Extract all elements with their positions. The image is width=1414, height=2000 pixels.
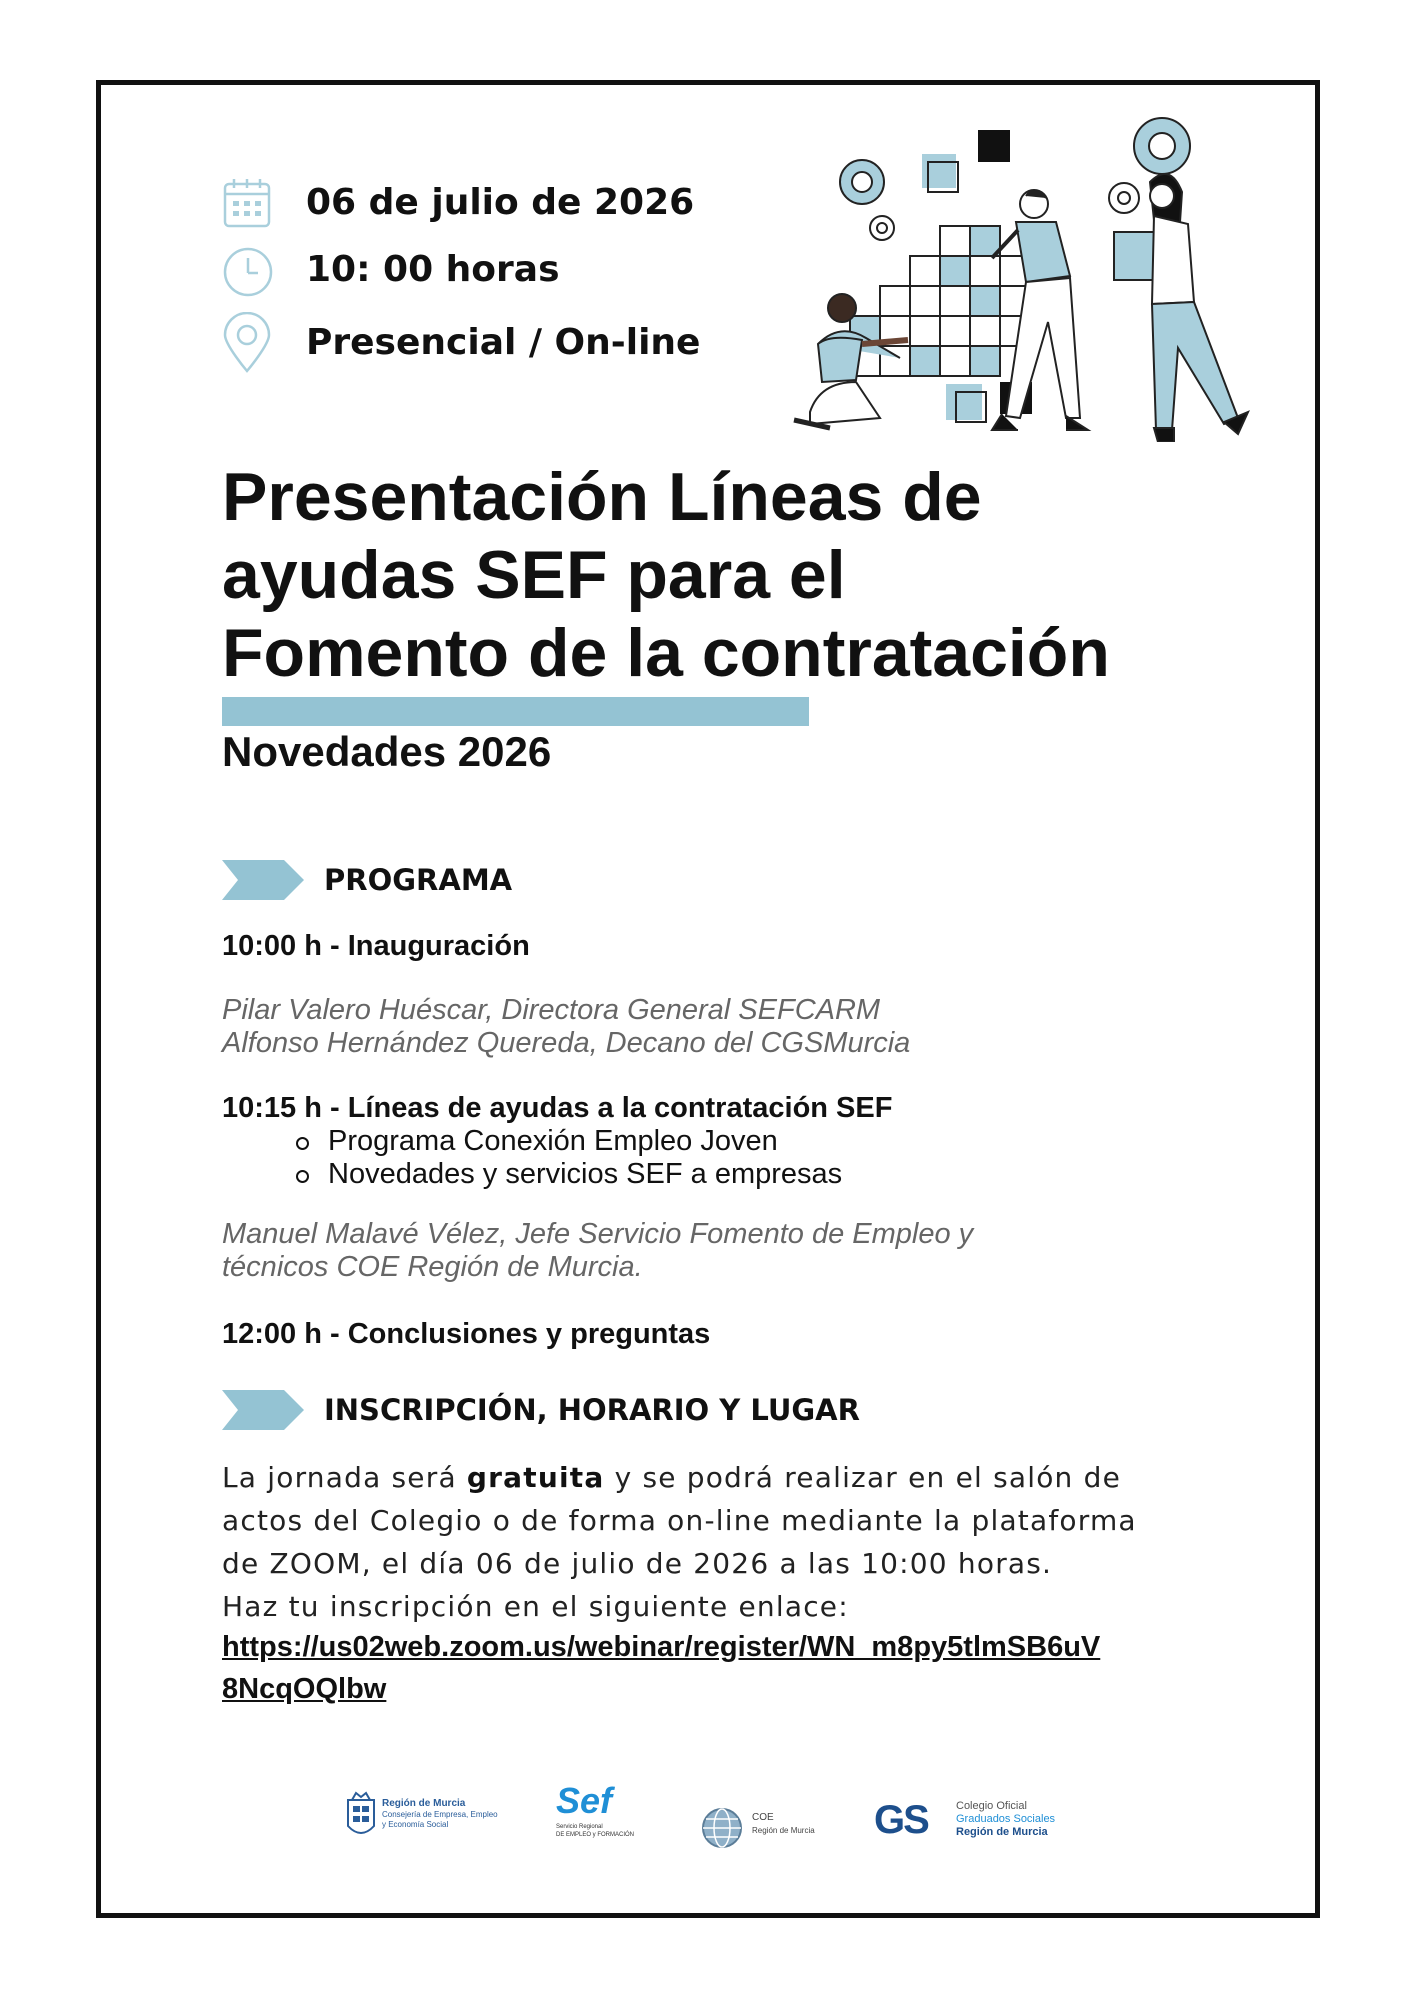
title-line: ayudas SEF para el (222, 537, 846, 613)
logo-text: Región de Murcia (956, 1826, 1048, 1838)
logo-text: COE (752, 1812, 774, 1823)
coat-of-arms-icon (344, 1790, 378, 1844)
list-item-text: Programa Conexión Empleo Joven (328, 1125, 778, 1157)
speaker-line: técnicos COE Región de Murcia. (222, 1251, 643, 1283)
section-arrow-icon (222, 1390, 306, 1430)
logo-text: Consejería de Empresa, Empleo (382, 1810, 498, 1819)
program-speakers (222, 1218, 973, 1284)
globe-icon (700, 1806, 744, 1850)
logo-text: Región de Murcia (382, 1798, 466, 1809)
logo-text: DE EMPLEO y FORMACIÓN (556, 1832, 635, 1838)
programa-heading: PROGRAMA (324, 863, 513, 897)
logo-text: y Economía Social (382, 1820, 449, 1829)
calendar-icon (222, 176, 272, 230)
program-item-title: 12:00 h - Conclusiones y preguntas (222, 1318, 711, 1350)
logo-text: Graduados Sociales (956, 1813, 1056, 1825)
program-item-title: 10:00 h - Inauguración (222, 930, 530, 962)
link-text[interactable]: https://us02web.zoom.us/webinar/register/WN_m8py5tlmSB6uV (222, 1631, 1101, 1663)
inscripcion-heading: INSCRIPCIÓN, HORARIO Y LUGAR (324, 1393, 860, 1427)
event-date: 06 de julio de 2026 (306, 182, 695, 223)
speaker-line: Alfonso Hernández Quereda, Decano del CGSMurcia (222, 1027, 911, 1059)
link-text[interactable]: 8NcqOQlbw (222, 1673, 387, 1705)
inscripcion-paragraph (222, 1456, 1182, 1628)
paragraph-text: actos del Colegio o de forma on-line mediante la plataforma (222, 1504, 1137, 1537)
title-line: Presentación Líneas de (222, 459, 982, 535)
program-item-title: 10:15 h - Líneas de ayudas a la contratación SEF (222, 1092, 893, 1124)
paragraph-bold-text: gratuita (466, 1461, 605, 1494)
paragraph-text: La jornada será (222, 1461, 467, 1494)
title-accent-bar (222, 697, 809, 726)
gear-icon (840, 160, 884, 204)
location-pin-icon (222, 312, 272, 374)
list-item (290, 1158, 842, 1191)
logo-text: Región de Murcia (752, 1826, 815, 1835)
paragraph-text: Haz tu inscripción en el siguiente enlace: (222, 1590, 849, 1623)
program-bullet-list (290, 1125, 842, 1191)
gear-icon (1109, 183, 1139, 213)
program-speakers (222, 994, 910, 1060)
paragraph-text: y se podrá realizar en el salón de (604, 1461, 1121, 1494)
speaker-line: Pilar Valero Huéscar, Directora General SEFCARM (222, 994, 881, 1026)
registration-link[interactable] (222, 1626, 1100, 1710)
team-puzzle-illustration (770, 112, 1290, 442)
list-item-text: Novedades y servicios SEF a empresas (328, 1158, 843, 1190)
paragraph-text: de ZOOM, el día 06 de julio de 2026 a las 10:00 horas. (222, 1547, 1053, 1580)
clock-icon (222, 246, 274, 298)
section-arrow-icon (222, 860, 306, 900)
subtitle: Novedades 2026 (222, 728, 552, 775)
gear-icon (870, 216, 894, 240)
page-title (222, 458, 1222, 692)
logo-text: GS (874, 1798, 928, 1842)
title-line: Fomento de la contratación (222, 615, 1110, 691)
event-time: 10: 00 horas (306, 249, 560, 290)
list-item (290, 1125, 842, 1158)
gear-icon (1134, 118, 1190, 174)
speaker-line: Manuel Malavé Vélez, Jefe Servicio Fomento de Empleo y (222, 1218, 974, 1250)
logo-text: Servicio Regional (556, 1824, 603, 1830)
walking-person (1114, 174, 1248, 442)
logo-text: Sef (556, 1780, 613, 1821)
logo-text: Colegio Oficial (956, 1800, 1027, 1812)
event-mode: Presencial / On-line (306, 322, 701, 363)
